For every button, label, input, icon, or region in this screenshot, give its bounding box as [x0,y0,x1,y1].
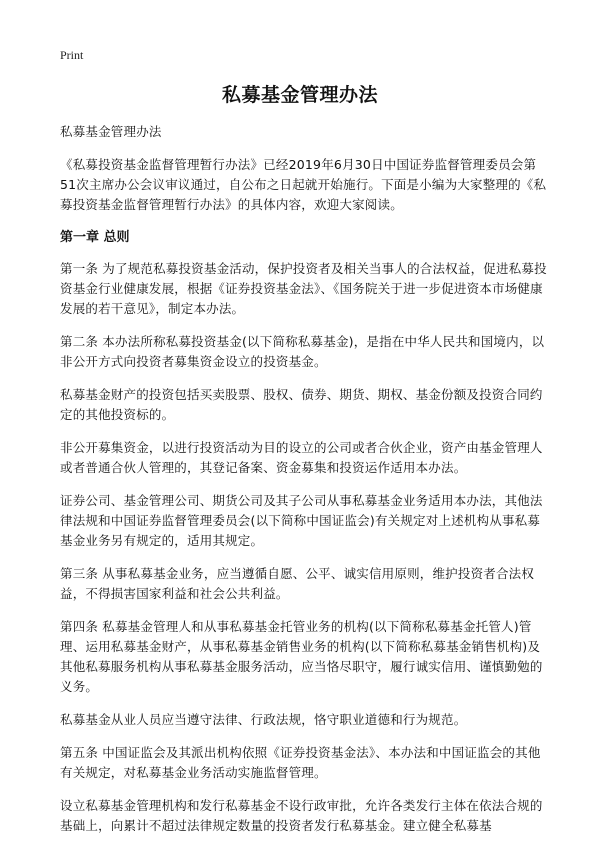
article-2-fundraising-paragraph: 非公开募集资金，以进行投资活动为目的设立的公司或者合伙企业，资产由基金管理人或者普通合伙人管理的，其登记备案、资金募集和投资运作适用本办法。 [60,440,543,475]
article-5-paragraph: 第五条 中国证监会及其派出机构依照《证券投资基金法》、本办法和中国证监会的其他有关规定，对私募基金业务活动实施监督管理。 [60,745,541,780]
article-2-investment-paragraph: 私募基金财产的投资包括买卖股票、股权、债券、期货、期权、基金份额及投资合同约定的其他投资标的。 [60,387,543,422]
print-link[interactable]: Print [60,48,84,62]
document-subtitle: 私募基金管理办法 [60,124,162,139]
article-3-paragraph: 第三条 从事私募基金业务，应当遵循自愿、公平、诚实信用原则，维护投资者合法权益，不得损害国家利益和社会公共利益。 [60,566,535,601]
article-4-staff-paragraph: 私募基金从业人员应当遵守法律、行政法规，恪守职业道德和行为规范。 [60,712,467,727]
page-title: 私募基金管理办法 [221,84,378,106]
article-4-paragraph: 第四条 私募基金管理人和从事私募基金托管业务的机构(以下简称私募基金托管人)管理、运用私募基金财产，从事私募基金销售业务的机构(以下简称私募基金销售机构)及其他私募服务机构从事私募基金服务活动，应当恪尽职守，履行诚实信用、谨慎勤勉的义务。 [60,619,543,694]
article-5-approval-paragraph: 设立私募基金管理机构和发行私募基金不设行政审批，允许各类发行主体在依法合规的基础上，向累计不超过法律规定数量的投资者发行私募基金。建立健全私募基 [60,798,543,833]
article-2-securities-paragraph: 证券公司、基金管理公司、期货公司及其子公司从事私募基金业务适用本办法，其他法律法规和中国证券监督管理委员会(以下简称中国证监会)有关规定对上述机构从事私募基金业务另有规定的，适用其规定。 [60,493,543,548]
article-2-paragraph: 第二条 本办法所称私募投资基金(以下简称私募基金)，是指在中华人民共和国境内，以非公开方式向投资者募集资金设立的投资基金。 [60,334,545,369]
document-body [60,122,548,849]
chapter-heading: 第一章 总则 [60,230,130,245]
article-1-paragraph: 第一条 为了规范私募投资基金活动，保护投资者及相关当事人的合法权益，促进私募投资基金行业健康发展，根据《证券投资基金法》、《国务院关于进一步促进资本市场健康发展的若干意见》，制定本办法。 [60,261,547,316]
intro-paragraph: 《私募投资基金监督管理暂行办法》已经2019年6月30日中国证券监督管理委员会第51次主席办公会议审议通过，自公布之日起就开始施行。下面是小编为大家整理的《私募投资基金监督管理暂行办法》的具体内容，欢迎大家阅读。 [60,157,547,212]
